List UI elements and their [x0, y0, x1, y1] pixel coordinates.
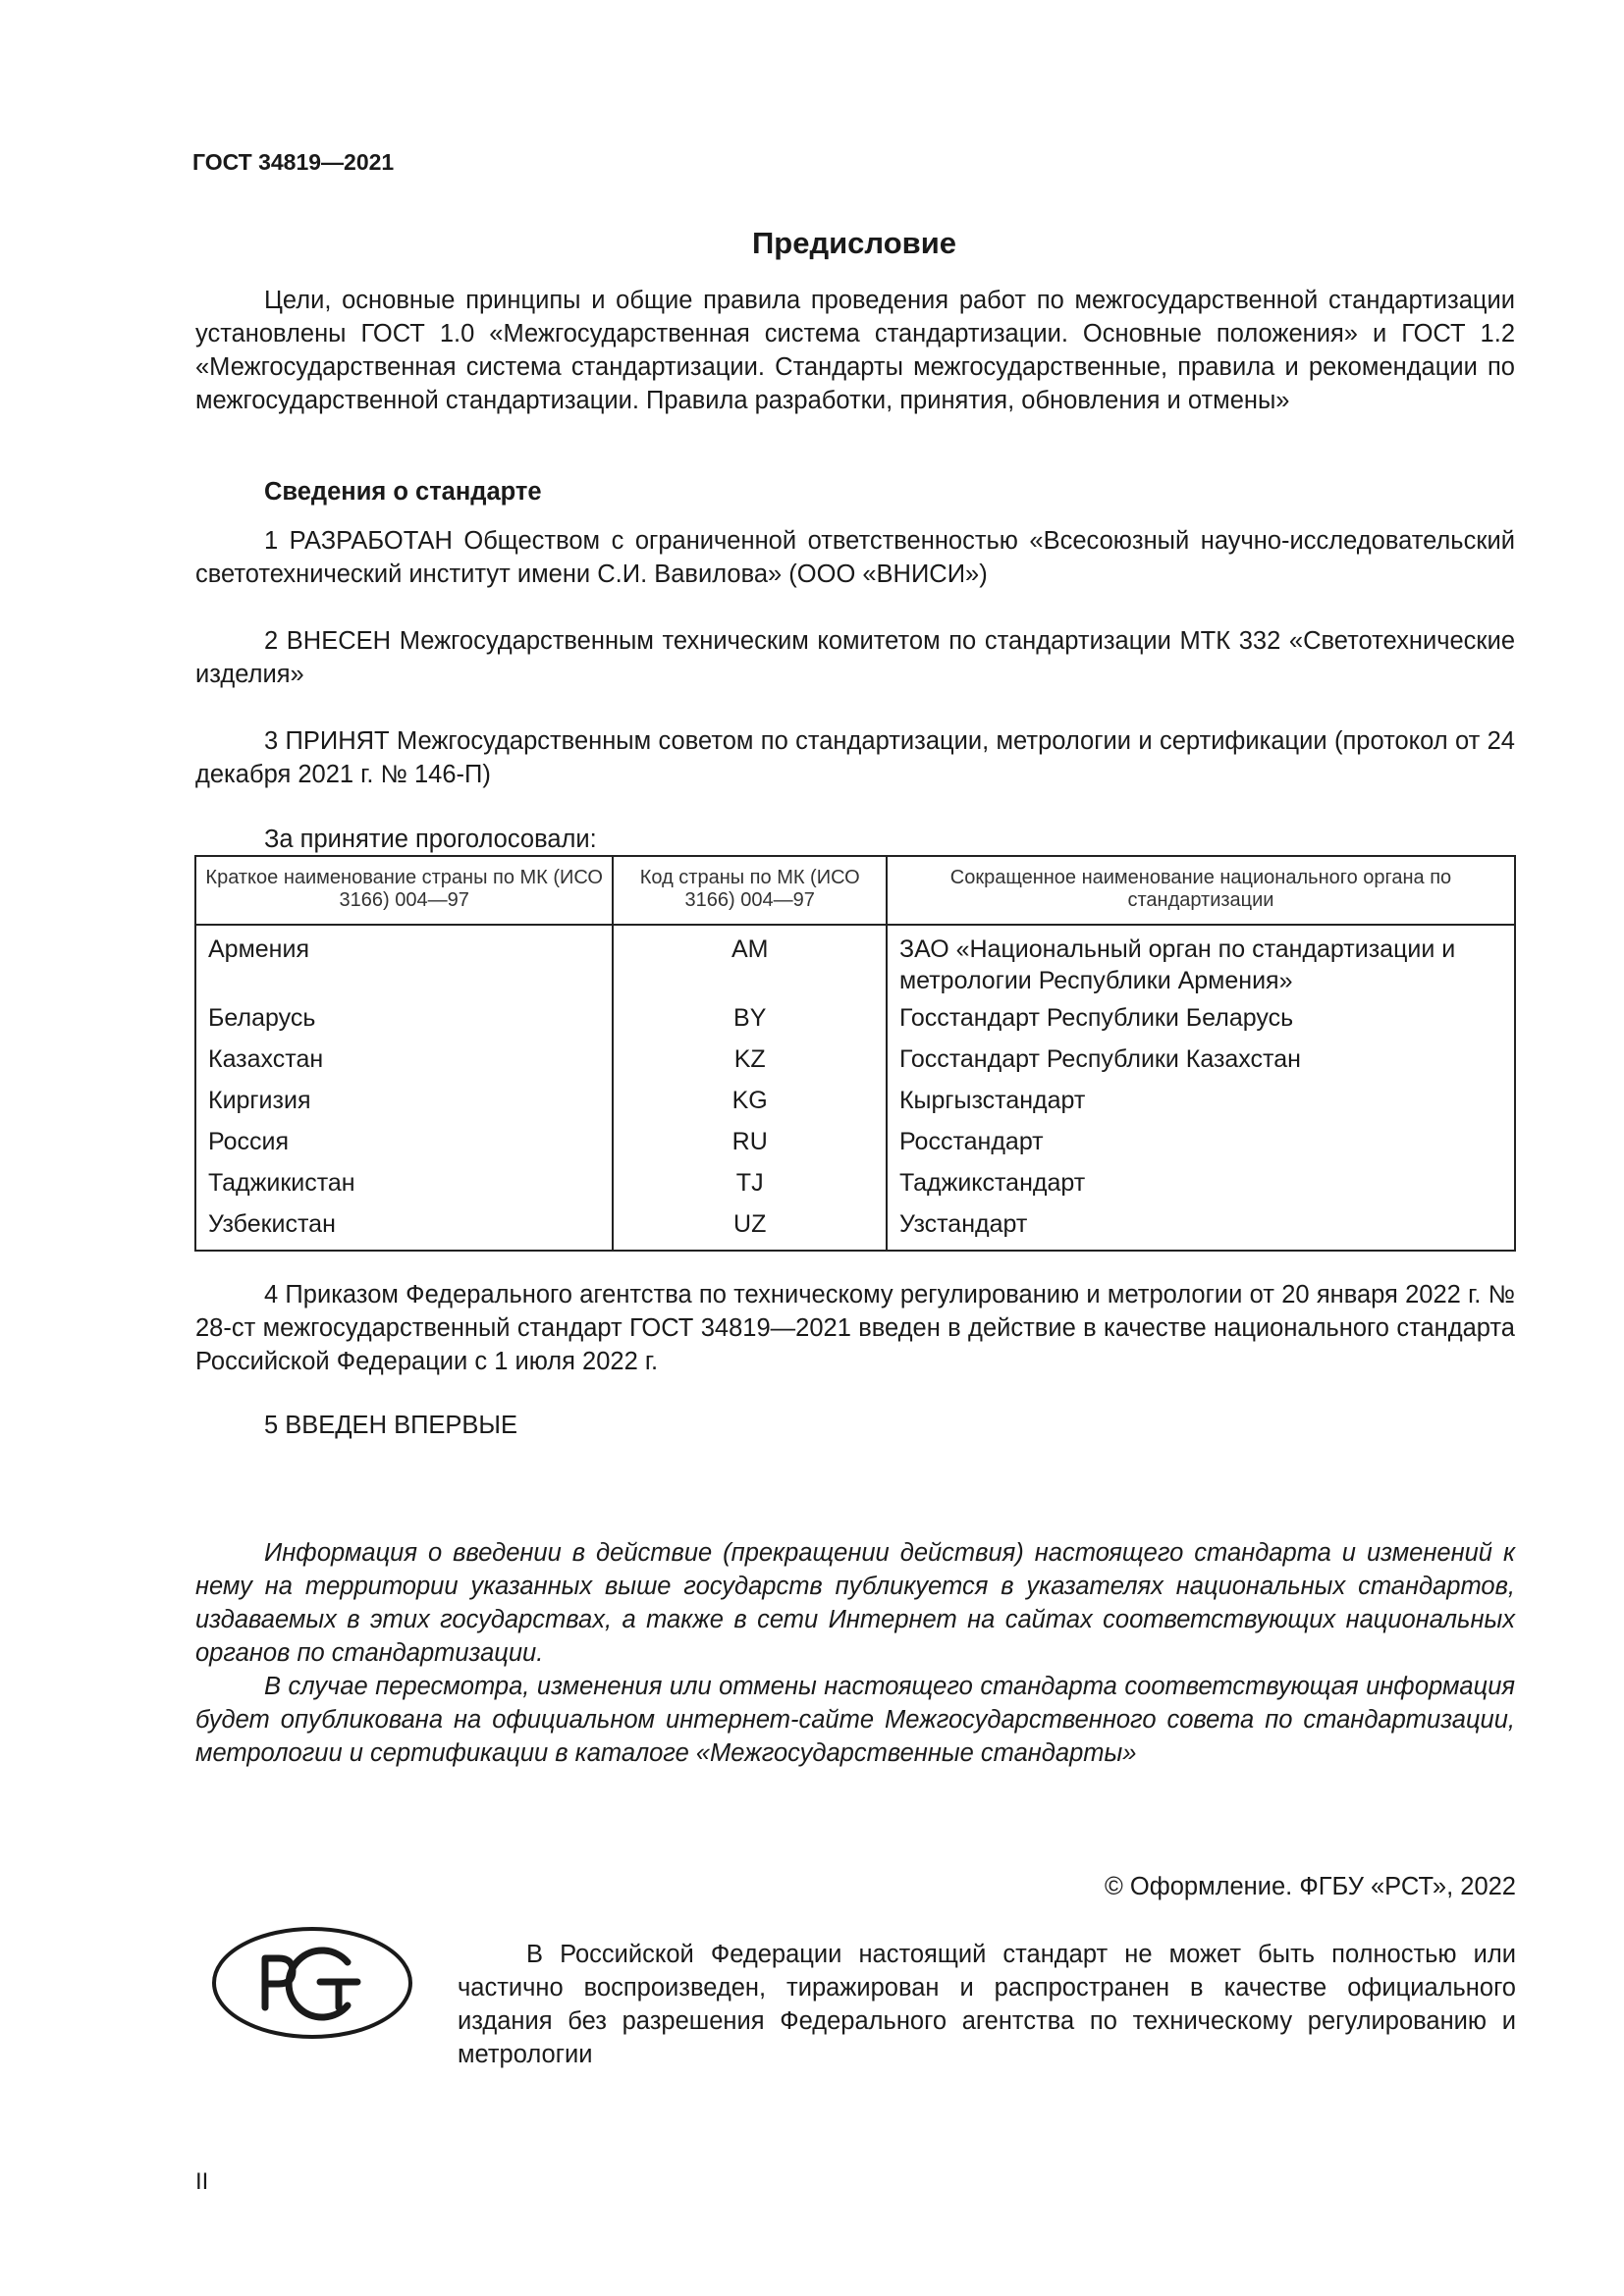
- header-code: Код страны по МК (ИСО 3166) 004—97: [613, 856, 887, 925]
- table-row: [195, 1126, 1515, 1167]
- country-cell: Армения: [208, 935, 309, 963]
- document-code: ГОСТ 34819—2021: [192, 149, 395, 175]
- code-cell: RU: [613, 1126, 887, 1167]
- reproduction-notice: В Российской Федерации настоящий стандарт не может быть полностью или частично воспроизведен, тиражирован и распространен в качестве официального издания без разрешения Федерального агентства по техническому регулированию и метрологии: [458, 1941, 1516, 2068]
- code-cell: TJ: [613, 1167, 887, 1208]
- rst-logo: [210, 1925, 414, 2046]
- item-3: 3 ПРИНЯТ Межгосударственным советом по стандартизации, метрологии и сертификации (протокол от 24 декабря 2021 г. № 146-П): [195, 727, 1515, 788]
- copyright-notice: © Оформление. ФГБУ «РСТ», 2022: [1105, 1873, 1516, 1900]
- country-cell: Таджикистан: [208, 1169, 355, 1197]
- country-cell: Узбекистан: [208, 1210, 336, 1238]
- page-title: Предисловие: [751, 226, 956, 260]
- table-row: [195, 1208, 1515, 1251]
- table-row: [195, 925, 1515, 1002]
- rst-logo-icon: [210, 1925, 414, 2041]
- item-2: 2 ВНЕСЕН Межгосударственным техническим комитетом по стандартизации МТК 332 «Светотехнические изделия»: [195, 627, 1515, 688]
- org-cell: ЗАО «Национальный орган по стандартизации и метрологии Республики Армения»: [887, 925, 1515, 1002]
- country-cell: Беларусь: [208, 1004, 316, 1032]
- org-cell: Росстандарт: [887, 1126, 1515, 1167]
- country-cell: Россия: [208, 1128, 289, 1155]
- item-4: 4 Приказом Федерального агентства по техническому регулированию и метрологии от 20 января 2022 г. № 28-ст межгосударственный стандарт ГОСТ 34819—2021 введен в действие в качестве национального стандарта Российской Федерации с 1 июля 2022 г.: [195, 1281, 1515, 1375]
- page-number: II: [195, 2168, 209, 2195]
- country-cell: Киргизия: [208, 1087, 311, 1114]
- table-row: [195, 1085, 1515, 1126]
- item-1: 1 РАЗРАБОТАН Обществом с ограниченной ответственностью «Всесоюзный научно-исследовательский светотехнический институт имени С.И. Вавилова» (ООО «ВНИСИ»): [195, 527, 1515, 588]
- about-heading: Сведения о стандарте: [264, 478, 542, 506]
- header-org: Сокращенное наименование национального органа по стандартизации: [887, 856, 1515, 925]
- org-cell: Узстандарт: [887, 1208, 1515, 1251]
- code-cell: KZ: [613, 1043, 887, 1085]
- country-cell: Казахстан: [208, 1045, 324, 1073]
- code-cell: BY: [613, 1002, 887, 1043]
- info-paragraph-1: Информация о введении в действие (прекращении действия) настоящего стандарта и изменений к нему на территории указанных выше государств публикуется в указателях национальных стандартов, издаваемых в этих государствах, а также в сети Интернет на сайтах соответствующих национальных органов по стандартизации.: [195, 1539, 1515, 1667]
- org-cell: Госстандарт Республики Беларусь: [887, 1002, 1515, 1043]
- code-cell: AM: [613, 925, 887, 1002]
- table-row: [195, 1043, 1515, 1085]
- code-cell: KG: [613, 1085, 887, 1126]
- intro-paragraph: Цели, основные принципы и общие правила проведения работ по межгосударственной стандартизации установлены ГОСТ 1.0 «Межгосударственная система стандартизации. Основные положения» и ГОСТ 1.2 «Межгосударственная система стандартизации. Стандарты межгосударственные, правила и рекомендации по межгосударственной стандартизации. Правила разработки, принятия, обновления и отмены»: [195, 287, 1515, 414]
- table-row: [195, 1167, 1515, 1208]
- voting-table: [194, 855, 1516, 1252]
- info-paragraph-2: В случае пересмотра, изменения или отмены настоящего стандарта соответствующая информация будет опубликована на официальном интернет-сайте Межгосударственного совета по стандартизации, метрологии и сертификации в каталоге «Межгосударственные стандарты»: [195, 1673, 1515, 1767]
- code-cell: UZ: [613, 1208, 887, 1251]
- org-cell: Госстандарт Республики Казахстан: [887, 1043, 1515, 1085]
- header-country: Краткое наименование страны по МК (ИСО 3166) 004—97: [195, 856, 613, 925]
- item-5: 5 ВВЕДЕН ВПЕРВЫЕ: [264, 1412, 518, 1439]
- vote-label: За принятие проголосовали:: [264, 826, 597, 853]
- table-header-row: [195, 856, 1515, 925]
- table-row: [195, 1002, 1515, 1043]
- org-cell: Таджикстандарт: [887, 1167, 1515, 1208]
- org-cell: Кыргызстандарт: [887, 1085, 1515, 1126]
